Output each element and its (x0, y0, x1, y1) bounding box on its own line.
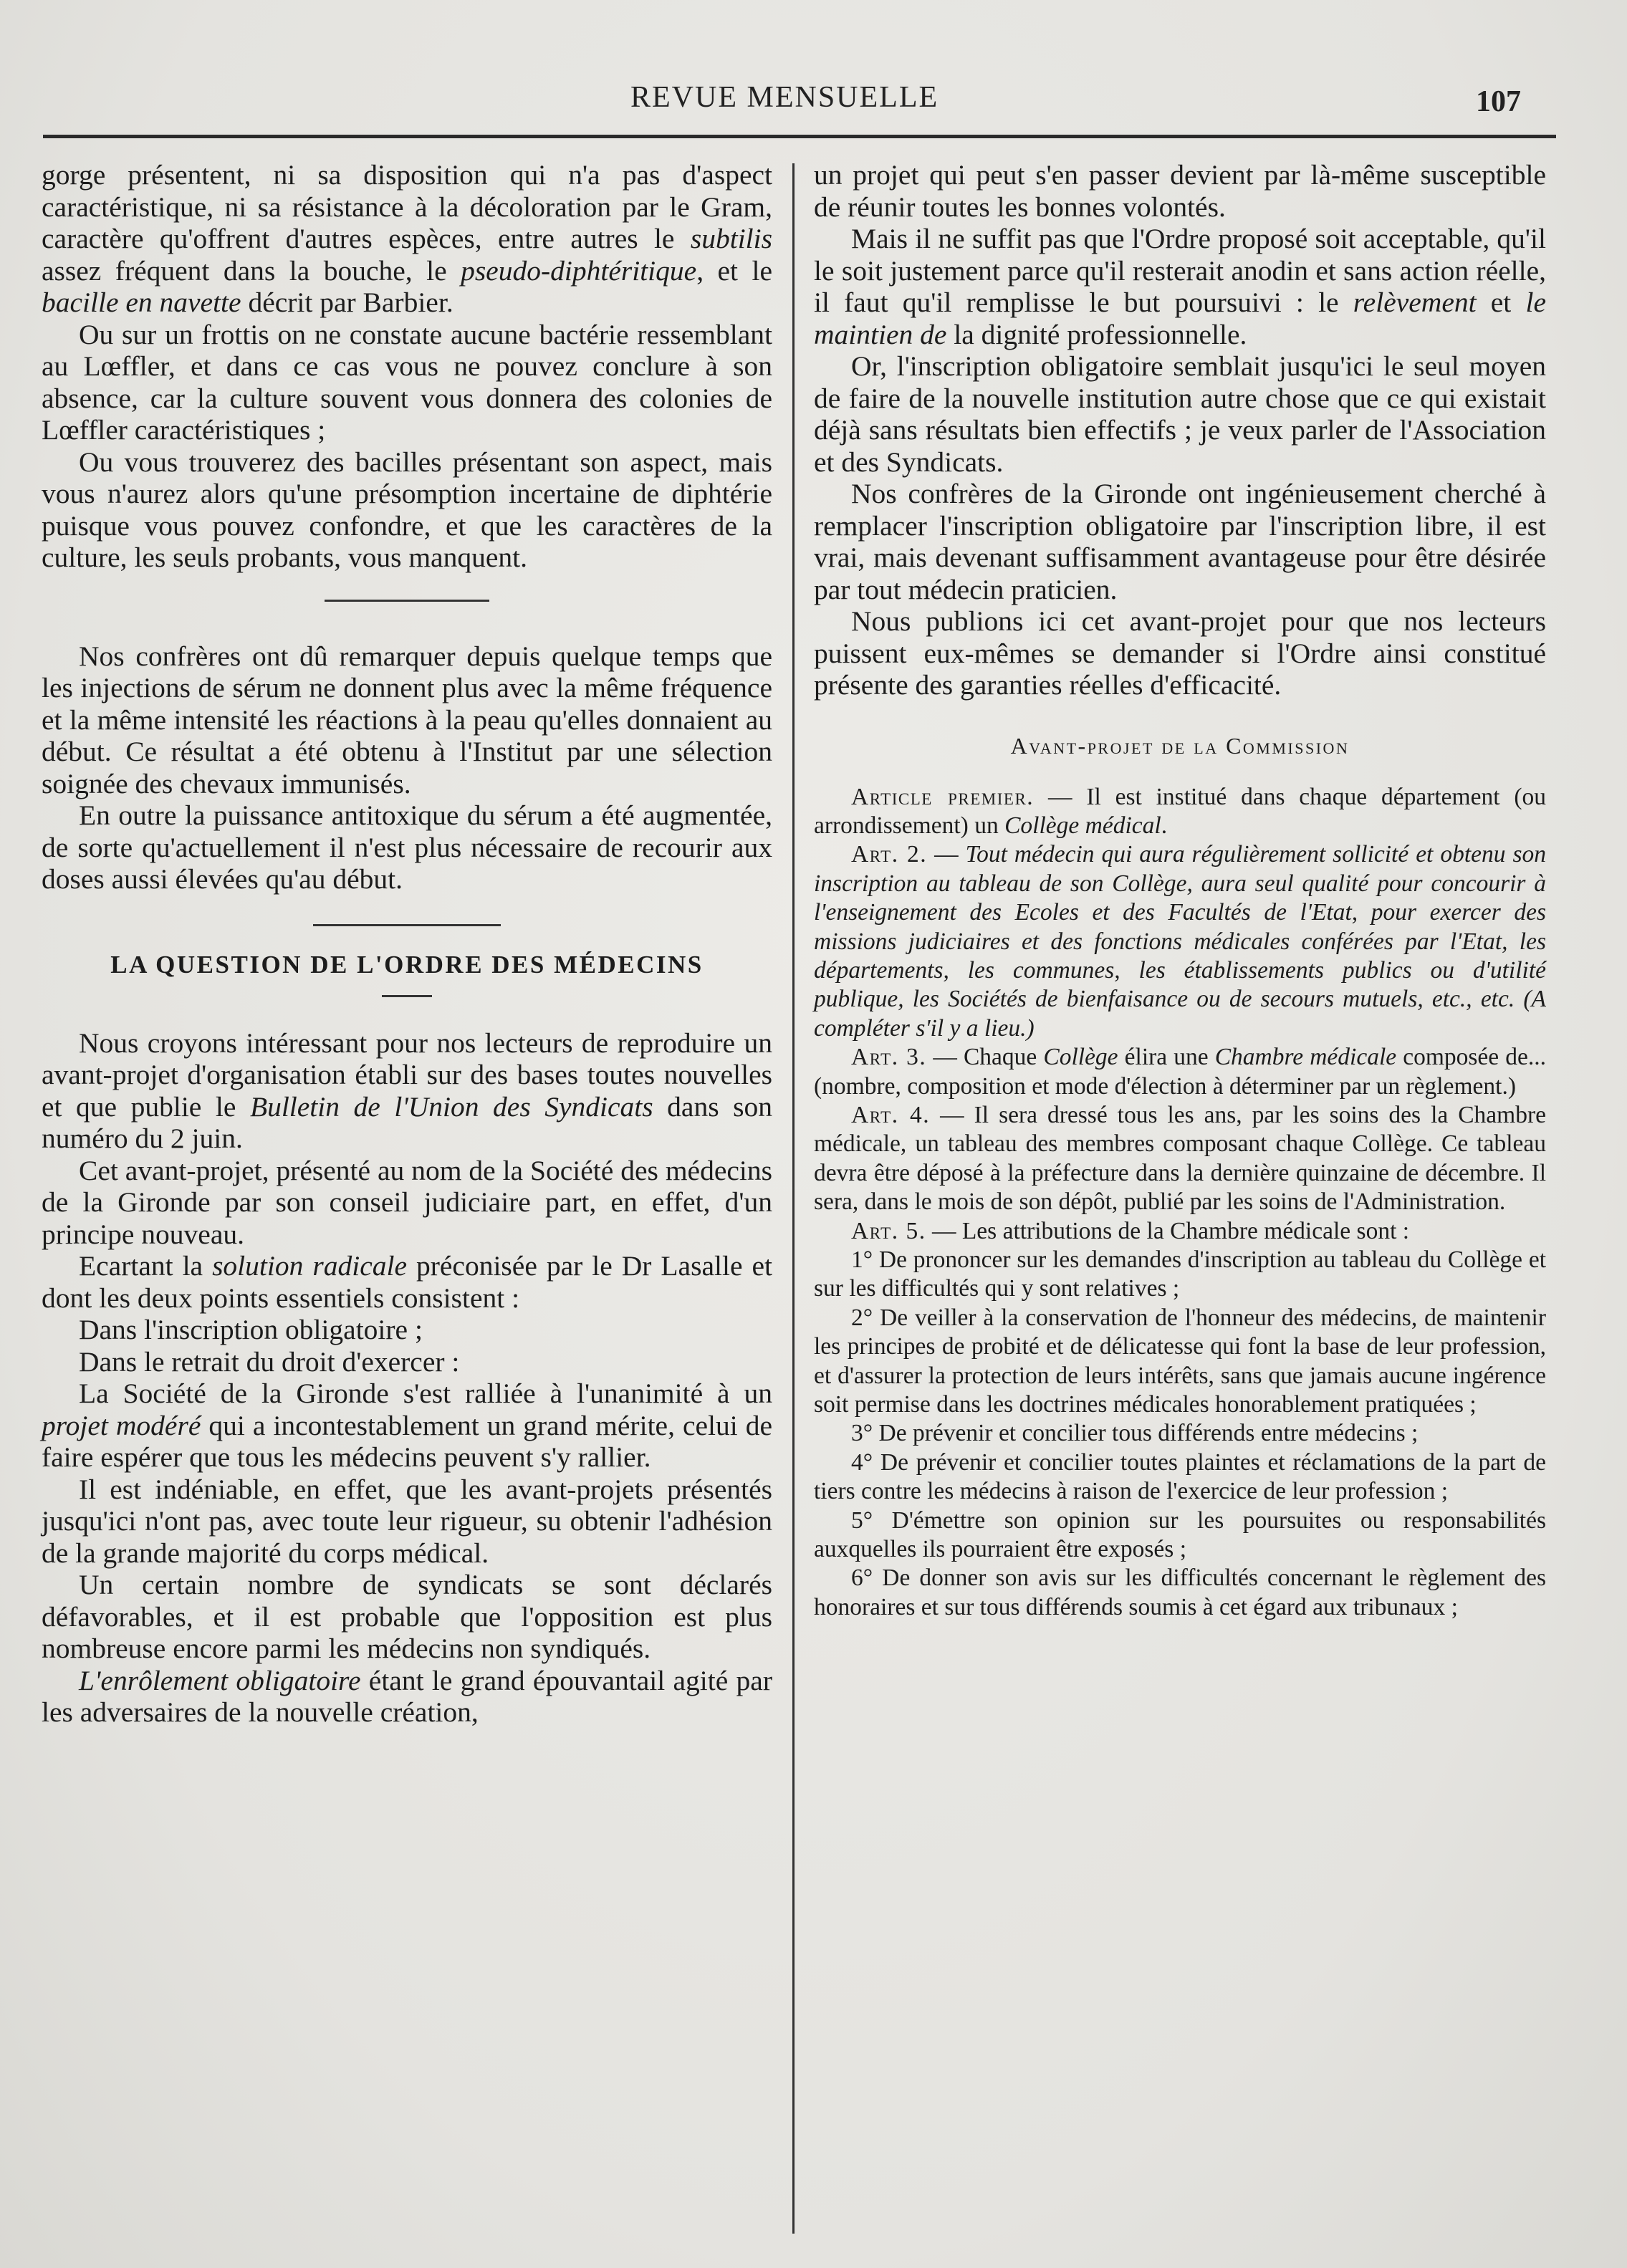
article-2: Art. 2. — Tout médecin qui aura régulièrement sollicité et obtenu son inscription au tableau de son Collège, aura seul qualité pour concourir à l'enseignement des Ecoles et des Facultés de l'Etat, pour exercer des missions judiciaires et des fonctions médicales conférées par l'Etat, les départements, les communes, les établissements publics ou d'utilité publique, les Sociétés de bienfaisance ou de secours mutuels, etc., etc. (A compléter s'il y a lieu.) (814, 841, 1547, 1042)
paragraph: un projet qui peut s'en passer devient par là-même susceptible de réunir toutes les bonnes volontés. (814, 159, 1546, 223)
paragraph: Il est indéniable, en effet, que les avant-projets présentés jusqu'ici n'ont pas, avec toute leur rigueur, su obtenir l'adhésion de la grande majorité du corps médical. (42, 1473, 772, 1569)
paragraph: Cet avant-projet, présenté au nom de la Société des médecins de la Gironde par son conseil judiciaire part, en effet, d'un principe nouveau. (42, 1154, 772, 1250)
paragraph: Ou sur un frottis on ne constate aucune bactérie ressemblant au Lœffler, et dans ce cas vous ne pouvez conclure à son absence, car la culture souvent vous donnera des colonies de Lœffler caractéristiques ; (42, 318, 772, 446)
paragraph: L'enrôlement obligatoire étant le grand épouvantail agité par les adversaires de la nouvelle création, (42, 1664, 772, 1728)
article-5: Art. 5. — Les attributions de la Chambre médicale sont : (851, 1217, 1410, 1244)
subsection-title: Avant-projet de la Commission (1010, 732, 1350, 759)
list-item: 1° De prononcer sur les demandes d'inscription au tableau du Collège et sur les difficultés qui y sont relatives ; (814, 1246, 1546, 1302)
separator-rule (382, 995, 432, 997)
paragraph: Nous croyons intéressant pour nos lecteurs de reproduire un avant-projet d'organisation établi sur des bases toutes nouvelles et que publie le Bulletin de l'Union des Syndicats dans son numéro du 2 juin. (42, 1027, 772, 1154)
column-divider (792, 163, 795, 2234)
list-item: 4° De prévenir et concilier toutes plaintes et réclamations de la part de tiers contre les médecins à raison de l'exercice de leur profession ; (814, 1448, 1546, 1505)
paragraph: Un certain nombre de syndicats se sont déclarés défavorables, et il est probable que l'opposition est plus nombreuse encore parmi les médecins non syndiqués. (42, 1569, 772, 1664)
paragraph: Or, l'inscription obligatoire semblait jusqu'ici le seul moyen de faire de la nouvelle institution autre chose que ce qui existait déjà sans résultats bien effectifs ; je veux parler de l'Association et des Syndicats. (814, 350, 1546, 478)
article-1: Article premier. — Il est institué dans chaque département (ou arrondissement) un Collège médical. (814, 783, 1546, 839)
paragraph: Ecartant la solution radicale préconisée par le Dr Lasalle et dont les deux points essentiels consistent : (42, 1250, 772, 1314)
list-item: 3° De prévenir et concilier tous différends entre médecins ; (851, 1420, 1419, 1447)
list-item: 5° D'émettre son opinion sur les poursuites ou responsabilités auxquelles ils pourraient être exposés ; (814, 1507, 1546, 1563)
separator-rule (313, 924, 501, 926)
article-3: Art. 3. — Chaque Collège élira une Chambre médicale composée de... (nombre, composition et mode d'élection à déterminer par un règlement.) (814, 1044, 1546, 1100)
article-4: Art. 4. — Il sera dressé tous les ans, par les soins des la Chambre médicale, un tableau des membres composant chaque Collège. Ce tableau devra être déposé à la préfecture dans la dernière quinzaine de décembre. Il sera, dans le mois de son dépôt, publié par les soins de l'Administration. (814, 1101, 1547, 1216)
list-item: 2° De veiller à la conservation de l'honneur des médecins, de maintenir les principes de probité et de délicatesse qui font la base de leur profession, et d'assurer la protection de leurs intérêts, sans que jamais aucune ingérence soit permise dans les doctrines médicales honorablement pratiquées ; (814, 1304, 1546, 1418)
articles (814, 783, 1546, 1623)
list-item: 6° De donner son avis sur les difficultés concernant le règlement des honoraires et sur tous différends soumis à cet égard aux tribunaux ; (814, 1565, 1546, 1620)
paragraph: Ou vous trouverez des bacilles présentant son aspect, mais vous n'aurez alors qu'une présomption incertaine de diphtérie puisque vous pouvez confondre, et que les caractères de la culture, les seuls probants, vous manquent. (42, 446, 772, 573)
separator-rule (325, 600, 489, 602)
paragraph: Mais il ne suffit pas que l'Ordre proposé soit acceptable, qu'il le soit justement parce qu'il resterait anodin et sans action réelle, il faut qu'il remplisse le but poursuivi : le relèvement et le maintien de la dignité professionnelle. (814, 223, 1546, 350)
paragraph: Nos confrères ont dû remarquer depuis quelque temps que les injections de sérum ne donnent plus avec la même fréquence et la même intensité les réactions à la peau qu'elles donnaient au début. Ce résultat a été obtenu à l'Institut par une sélection soignée des chevaux immunisés. (42, 640, 772, 799)
paragraph: gorge présentent, ni sa disposition qui n'a pas d'aspect caractéristique, ni sa résistance à la décoloration par le Gram, caractère qu'offrent d'autres espèces, entre autres le subtilis assez fréquent dans la bouche, le pseudo-diphtéritique, et le bacille en navette décrit par Barbier. (42, 159, 772, 318)
running-header: REVUE MENSUELLE (630, 81, 939, 114)
paragraph: Dans l'inscription obligatoire ; (79, 1314, 423, 1345)
paragraph: Dans le retrait du droit d'exercer : (79, 1345, 460, 1378)
paragraph: En outre la puissance antitoxique du sérum a été augmentée, de sorte qu'actuellement il n'est plus nécessaire de recourir aux doses aussi élevées qu'au début. (42, 799, 772, 895)
paragraph: La Société de la Gironde s'est ralliée à l'unanimité à un projet modéré qui a incontestablement un grand mérite, celui de faire espérer que tous les médecins peuvent s'y rallier. (42, 1378, 772, 1473)
right-column (814, 159, 1546, 1622)
left-column (42, 159, 772, 1729)
paragraph: Nos confrères de la Gironde ont ingénieusement cherché à remplacer l'inscription obligatoire par l'inscription libre, il est vrai, mais devenant suffisamment avantageuse pour être désirée par tout médecin praticien. (814, 478, 1546, 605)
page-number: 107 (1476, 85, 1521, 118)
paragraph: Nous publions ici cet avant-projet pour que nos lecteurs puissent eux-mêmes se demander si l'Ordre ainsi constitué présente des garanties réelles d'efficacité. (814, 605, 1546, 701)
header-rule (43, 135, 1556, 138)
section-title: LA QUESTION DE L'ORDRE DES MÉDECINS (110, 950, 704, 979)
